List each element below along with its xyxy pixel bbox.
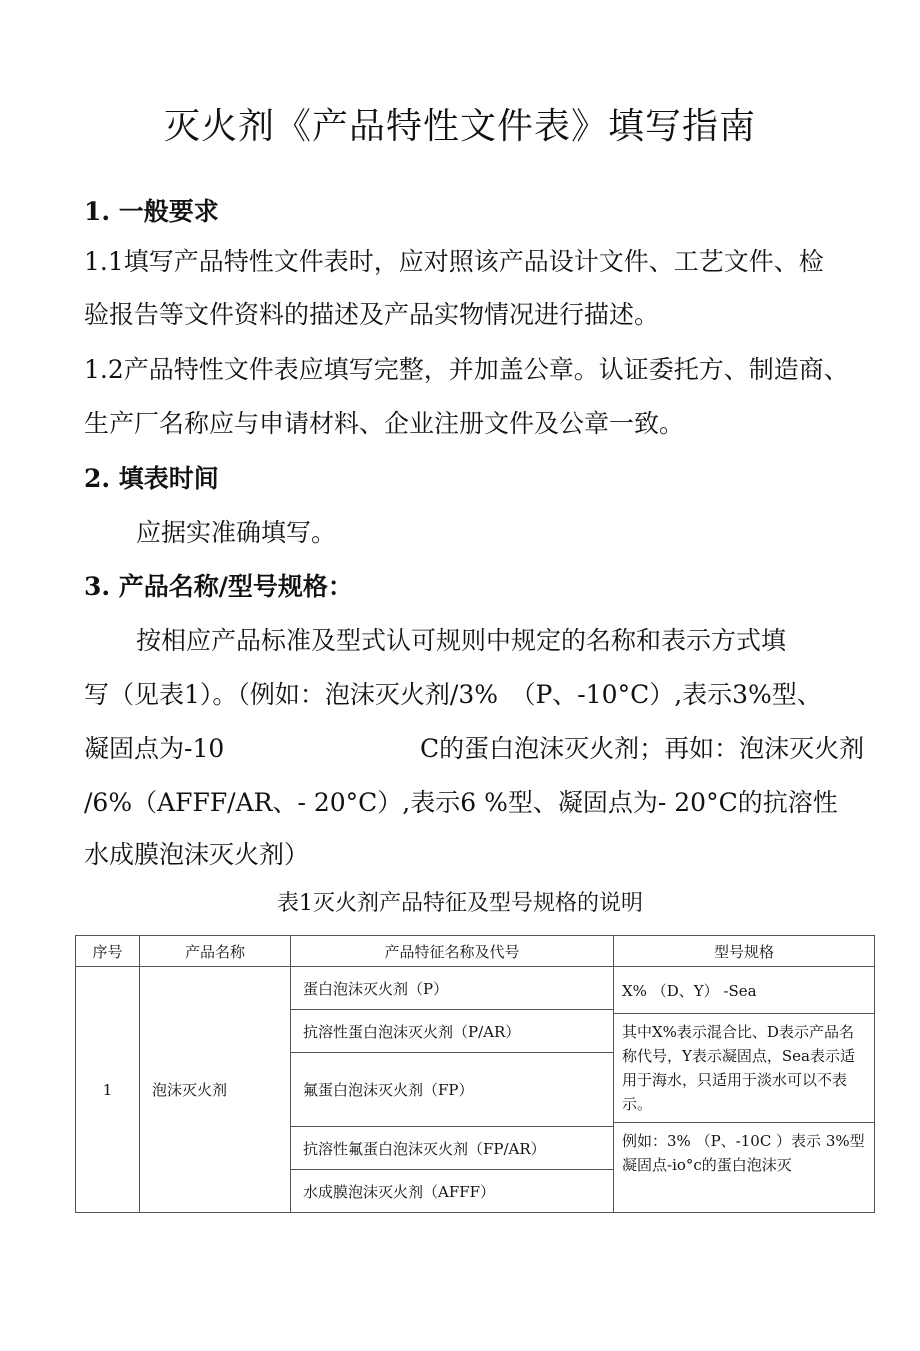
section-2-text: 应据实准确填写。 — [136, 518, 337, 547]
section-3-heading: 3. 产品名称/型号规格： — [84, 572, 353, 601]
paragraph-1-2-line2: 生产厂名称应与申请材料、企业注册文件及公章一致。 — [84, 409, 685, 438]
paragraph-1-1-line2: 验报告等文件资料的描述及产品实物情况进行描述。 — [84, 300, 660, 329]
header-index: 序号 — [76, 936, 140, 967]
cell-model — [614, 967, 875, 1213]
spec-table — [75, 935, 875, 1213]
model-format: X% （D、Y） -Sea — [614, 967, 874, 1014]
header-feature: 产品特征名称及代号 — [291, 936, 614, 967]
paragraph-1-2-line1: 1.2产品特性文件表应填写完整，并加盖公章。认证委托方、制造商、 — [84, 355, 849, 384]
model-example: 例如：3% （P、-10C ）表示 3%型凝固点-io°c的蛋白泡沫灭 — [622, 1132, 865, 1174]
cell-feature: 水成膜泡沫灭火剂（AFFF） — [291, 1170, 614, 1213]
cell-feature: 氟蛋白泡沫灭火剂（FP） — [291, 1053, 614, 1127]
paragraph-1-1-line1: 1.1填写产品特性文件表时，应对照该产品设计文件、工艺文件、检 — [84, 247, 824, 276]
section-3-line3a: 凝固点为-10 — [84, 734, 225, 763]
table-row — [76, 967, 875, 1010]
cell-feature: 抗溶性蛋白泡沫灭火剂（P/AR） — [291, 1010, 614, 1053]
section-2-heading: 2. 填表时间 — [84, 464, 219, 493]
section-3-line3b: C的蛋白泡沫灭火剂；再如：泡沫灭火剂 — [420, 734, 865, 763]
cell-feature: 抗溶性氟蛋白泡沫灭火剂（FP/AR） — [291, 1127, 614, 1170]
cell-product-name: 泡沫灭火剂 — [140, 967, 291, 1213]
header-model: 型号规格 — [614, 936, 875, 967]
section-3-line4: /6%（AFFF/AR、- 20°C）,表示6 %型、凝固点为- 20°C的抗溶性 — [84, 788, 838, 817]
table-caption: 表1灭火剂产品特征及型号规格的说明 — [277, 891, 643, 916]
header-product-name: 产品名称 — [140, 936, 291, 967]
model-explanation: 其中X%表示混合比、D表示产品名称代号，Y表示凝固点，Sea表示适用于海水，只适用于淡水可以不表示。 — [614, 1014, 874, 1123]
section-1-heading: 1. 一般要求 — [84, 197, 219, 226]
cell-feature: 蛋白泡沫灭火剂（P） — [291, 967, 614, 1010]
table-header-row — [76, 936, 875, 967]
section-3-line5: 水成膜泡沫灭火剂） — [84, 840, 310, 869]
section-3-line1: 按相应产品标准及型式认可规则中规定的名称和表示方式填 — [136, 626, 787, 655]
page-title: 灭火剂《产品特性文件表》填写指南 — [163, 106, 756, 147]
section-3-line2: 写（见表1）。（例如：泡沫灭火剂/3% （P、-10°C）,表示3%型、 — [84, 680, 822, 709]
cell-index: 1 — [76, 967, 140, 1213]
